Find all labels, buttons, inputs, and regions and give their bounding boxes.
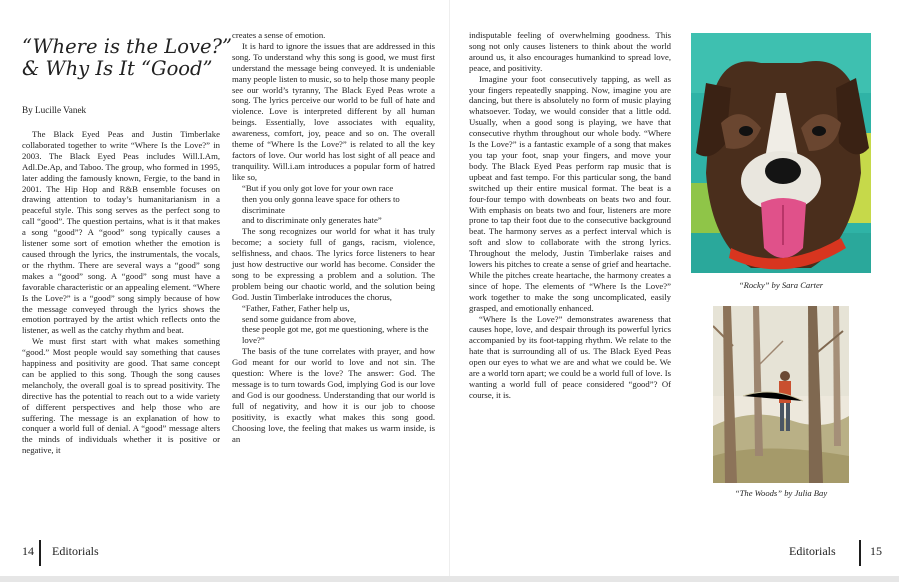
byline: By Lucille Vanek [22, 105, 87, 115]
paragraph: creates a sense of emotion. [232, 30, 326, 40]
page-gutter [449, 0, 450, 582]
title-line-2: & Why Is It “Good” [22, 57, 213, 80]
artwork-caption: “The Woods” by Julia Bay [734, 488, 828, 498]
footer-rule-left [39, 540, 41, 566]
page-number-right: 15 [870, 544, 882, 558]
column-1 [22, 129, 220, 456]
section-label-right: Editorials [789, 544, 836, 558]
column-3 [469, 30, 671, 401]
paragraph: “Where Is the Love?” demonstrates awareness that causes hope, love, and despair through its powerful lyrics accompanied by its foot-tapping rhythm. We relate to the hate that is surrounding all of us. The Black Eyed Peas open our eyes to what we are and what we could be. We are a world torn apart; we could be a world full of love. Is wanting a world full of peace considered “good”? Of course, it is. [469, 313, 671, 400]
title-line-1: “Where is the Love?” [22, 35, 232, 58]
paragraph: indisputable feeling of overwhelming goodness. This song not only causes listeners to think about the world around us, it also encourages humankind to spread love, peace, and positivity. [469, 30, 671, 73]
paragraph: The song recognizes our world for what it has truly become; a society full of gangs, racism, violence, selfishness, and chaos. The lyrics force listeners to hear just how destructive our world has become. Consider the song to be expressing a problem and a solution. The problem being our chaotic world, and the solution being God. Justin Timberlake introduces the chorus, [232, 226, 435, 302]
lyric-line: these people got me, got me questioning, where is the love?” [242, 324, 429, 346]
lyric-line: send some guidance from above, [242, 313, 357, 324]
section-label-left: Editorials [52, 544, 99, 558]
paragraph: The Black Eyed Peas and Justin Timberlake collaborated together to write “Where Is the Love?” in 2003. The Black Eyed Peas includes Will.I.Am, Adl.De.Ap, and Taboo. The group, who formed in 1995, later adding the famously known, Fergie, to the band in 2001. The Hip Hop and R&B ensemble focuses on drawing attention to today’s humanitarianism in a peaceful style. This song serves as the perfect song to call “good”. The question pertains, what is it that makes a song “good”? A “good” song typically causes a listener some sort of emotion whether the emotion is caused through the lyrics, the instrumentals, the vocals, or the rhythm. There are several ways a “good” song makes a “good” song. A “good” song must have a favorable characteristic or an appealing element. “Where Is the Love?” is a “good” song simply because of how the message conveyed through the lyrics shows the emotion portrayed by the artist which reflects onto the listener, as well as the catchy rhythm and beat. [22, 129, 221, 336]
page-number-left: 14 [22, 544, 34, 558]
woods-painting [713, 306, 849, 483]
lyric-line: and to discriminate only generates hate” [242, 215, 382, 226]
lyric-line: “Father, Father, Father help us, [242, 302, 350, 313]
rocky-dog-painting [691, 33, 871, 273]
artwork-caption: “Rocky” by Sara Carter [738, 280, 824, 290]
paragraph: The basis of the tune correlates with prayer, and how God meant for our world to love and not sin. The question: Where is the love? The answer: God. The message is to turn towards God, implying God is our love and God is our goodness. Understanding that our world is full of negativity, and how it is our job to choose positivity, is exactly what makes this song good. Choosing love, the feeling that makes us warm inside, is an [232, 346, 435, 444]
lyric-line: then you only gonna leave space for others to discriminate [242, 193, 400, 215]
column-2 [232, 30, 435, 444]
paragraph: We must first start with what makes something “good.” Most people would say something that causes happiness and positivity are good. That same concept can be applied to this song. Though the song causes melancholy, the overall goal is to spread positivity. The directive has the potential to reach out to a wide variety of different perspectives and help those who are suffering. The message is an explanation of how to conquer a world full of denial. A “good” message alters the minds of individuals whether it is positive or negative, it [22, 336, 220, 456]
bottom-edge-shade [0, 576, 899, 582]
lyric-line: “But if you only got love for your own race [242, 182, 394, 193]
paragraph: Imagine your foot consecutively tapping, as well as your fingers repeatedly snapping. Now, imagine you are dancing, but there is absolutely no form of music playing whatsoever. Today, we would consider that a little odd. Usually, when a good song is playing, we have that consecutive rhythm throughout our whole body. “Where Is the Love?” is a fantastic example of a song that makes you tap your foot, snap your fingers, and move your body. The Black Eyed Peas perform rap music that is upbeat and fast tempo. For this particular song, the band switched up their entire musical format. The beat is a four-four tempo with downbeats on beats two and four. With emphasis on beats two and four, listeners are more prone to tap their foot due to the consecutive background beat. The harmony serves as a perfect interval which is soft and slow to collaborate with the strong lyrics. Throughout the melody, Justin Timberlake raises and lowers his pitches to create a sense of grief and heartache. While the pitches create heartache, the harmony creates a since of hope. The elements of “Where Is the Love?” work together to make the song uncomplicated, easily grasped, and emotionally enhanced. [469, 73, 671, 313]
paragraph: It is hard to ignore the issues that are addressed in this song. To understand why this song is good, we must first understand the message being conveyed. It is undeniable many people listen to music, so to help those many people see our world’s tyranny, The Black Eyed Peas wrote a song. The lyrics perceive our world to be full of hate and violence. Love is interpreted different by all human beings. Essentially, love associates with equality, awareness, comfort, joy, peace and so on. The overall theme of “Where Is the Love?” is related to all the key factors of love. Our world has lost sight of all peace and tranquility. Will.i.am introduces a popular form of hatred like so, [232, 40, 435, 182]
footer-rule-right [859, 540, 861, 566]
article-title [22, 36, 232, 80]
